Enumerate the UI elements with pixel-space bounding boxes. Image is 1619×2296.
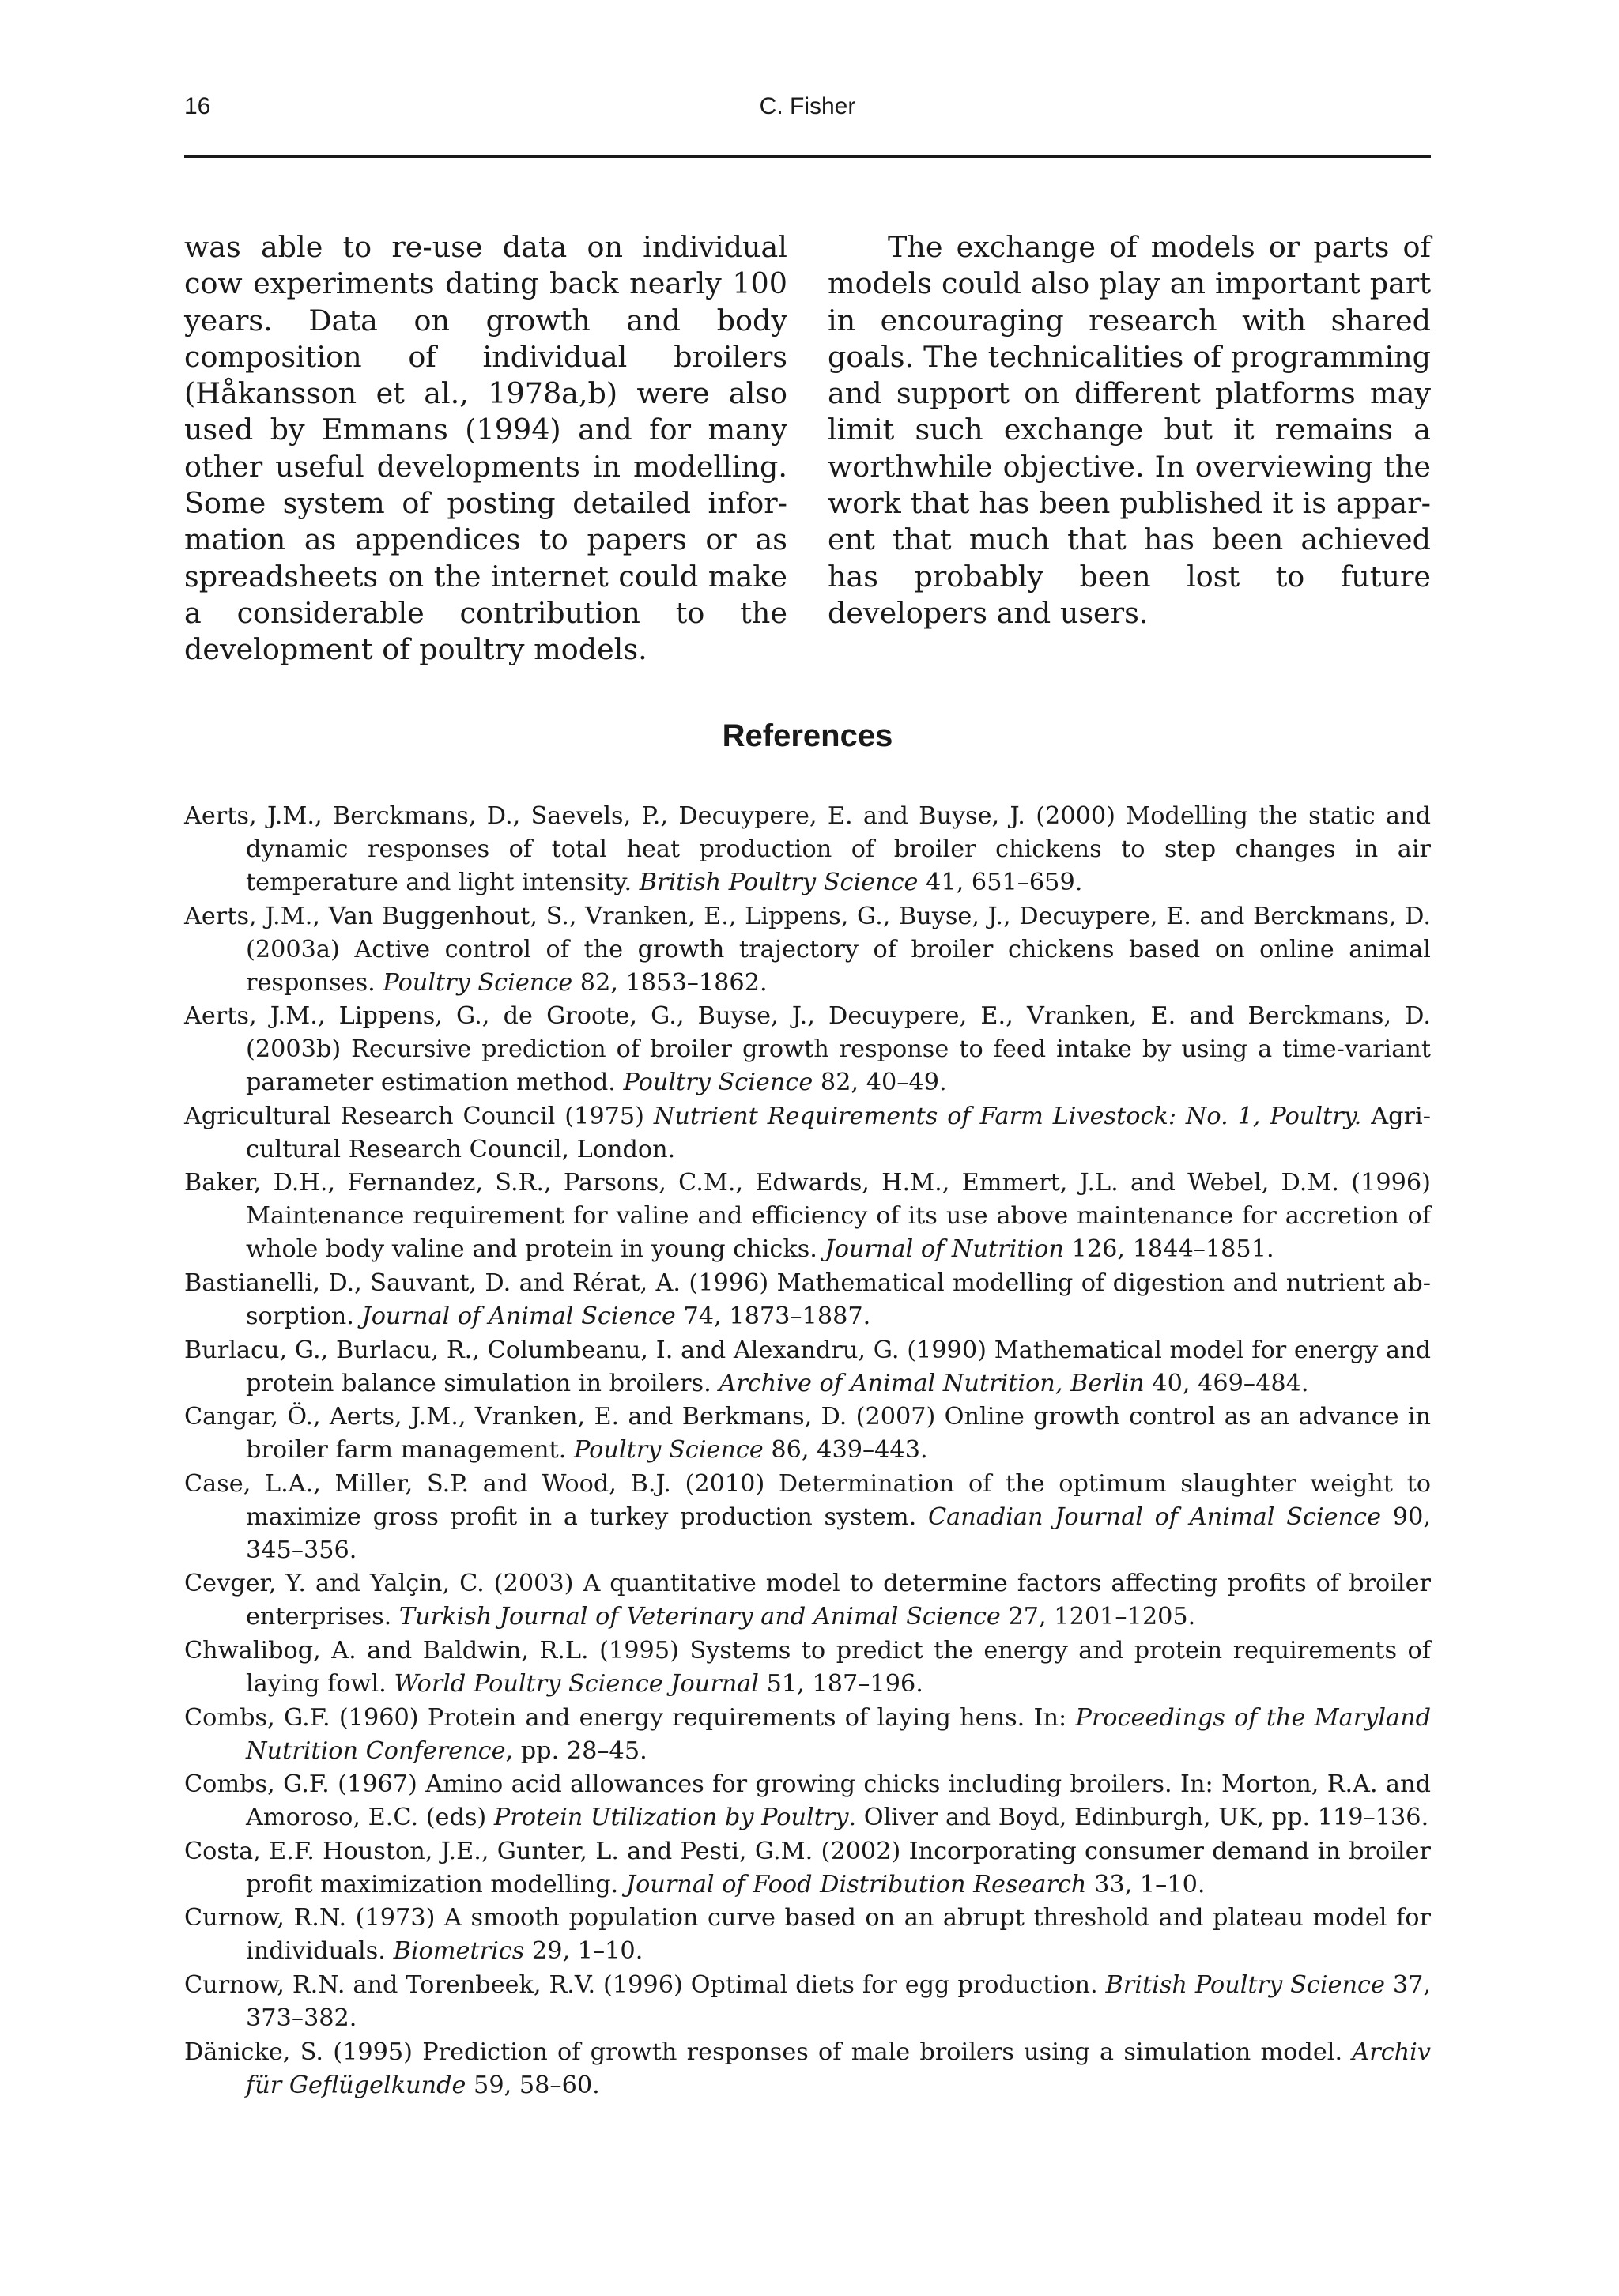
reference-text: Aerts, J.M., Lippens, G., de Groote, G., Buyse, J., Decuypere, E., Vranken, E. and Berckmans, D. (2003b) Recursive prediction of broiler growth response to feed intake by using a time-variant parameter estimation method.: [184, 1002, 1431, 1097]
reference-entry: [184, 1267, 1431, 1333]
reference-source: Turkish Journal of Veterinary and Animal Science: [398, 1603, 1001, 1631]
reference-entry: [184, 1167, 1431, 1266]
right-column: [828, 229, 1431, 631]
reference-details: 86, 439–443.: [763, 1436, 928, 1465]
page-number: 16: [184, 93, 211, 119]
reference-details: Agricultural Research Council, London.: [246, 1102, 1431, 1163]
reference-details: 41, 651–659.: [918, 869, 1083, 896]
reference-text: Aerts, J.M., Berckmans, D., Saevels, P., Decuypere, E. and Buyse, J. (2000) Modelling the static and dynamic responses of total heat production of broiler chickens to step changes in air temperature and light intensity.: [184, 802, 1431, 896]
reference-source: Archive of Animal Nutrition, Berlin: [719, 1369, 1145, 1397]
reference-details: 59, 58–60.: [466, 2071, 600, 2099]
reference-entry: [184, 1567, 1431, 1634]
reference-text: Curnow, R.N. and Torenbeek, R.V. (1996) Optimal diets for egg production.: [184, 1970, 1106, 1999]
reference-entry: [184, 1835, 1431, 1902]
reference-source: Journal of Nutrition: [825, 1235, 1064, 1264]
reference-details: 37, 373–382.: [246, 1970, 1431, 2032]
reference-source: Proceedings of the Maryland Nutrition Conference: [246, 1703, 1432, 1765]
reference-details: 33, 1–10.: [1086, 1870, 1206, 1898]
right-column-paragraph: [828, 229, 1431, 631]
running-head: [184, 93, 1431, 131]
body-text: [184, 229, 1431, 667]
reference-entry: [184, 1401, 1431, 1467]
reference-details: 82, 40–49.: [813, 1069, 947, 1097]
reference-source: Poultry Science: [623, 1069, 813, 1097]
reference-details: 82, 1853–1862.: [572, 968, 768, 997]
running-head-author: C. Fisher: [759, 93, 856, 119]
left-column: [184, 229, 787, 669]
reference-details: 40, 469–484.: [1144, 1369, 1309, 1397]
reference-details: 29, 1–10.: [524, 1937, 643, 1966]
reference-text: Cangar, Ö., Aerts, J.M., Vranken, E. and Berkmans, D. (2007) Online growth control as an advance in broiler farm management.: [184, 1403, 1431, 1465]
reference-source: British Poultry Science: [1105, 1970, 1385, 1999]
header-rule: [184, 155, 1431, 158]
reference-entry: [184, 1334, 1431, 1401]
references-heading: References: [722, 718, 893, 753]
reference-entry: [184, 1100, 1431, 1167]
reference-text: Combs, G.F. (1967) Amino acid allowances for growing chicks including broilers. In: Morton, R.A. and Amoroso, E.C. (eds): [184, 1770, 1431, 1832]
reference-entry: [184, 1768, 1431, 1834]
reference-source: Protein Utilization by Poultry: [493, 1804, 849, 1832]
reference-entry: [184, 1000, 1431, 1099]
reference-source: Poultry Science: [573, 1436, 764, 1465]
left-column-paragraph: [184, 229, 787, 669]
reference-entry: [184, 1969, 1431, 2035]
reference-entry: [184, 1702, 1431, 1768]
reference-details: . Oliver and Boyd, Edinburgh, UK, pp. 119–136.: [848, 1804, 1429, 1832]
reference-text: Chwalibog, A. and Baldwin, R.L. (1995) Systems to predict the energy and protein requirements of laying fowl.: [184, 1636, 1431, 1698]
reference-source: Journal of Animal Science: [361, 1302, 676, 1330]
reference-source: Nutrient Requirements of Farm Livestock: No. 1, Poultry.: [653, 1102, 1362, 1130]
right-column-text: The exchange of models or parts of models could also play an important part in encouraging research with shared goals. The technicalities of programming and support on different platforms may limit such exchange but it remains a worthwhile objective. In overviewing the work that has been published it is apparent that much that has been achieved has probably been lost to future developers and users.: [828, 230, 1431, 630]
reference-details: 74, 1873–1887.: [675, 1302, 871, 1330]
reference-source: Canadian Journal of Animal Science: [927, 1502, 1382, 1531]
reference-entry: [184, 1634, 1431, 1701]
reference-details: 27, 1201–1205.: [1000, 1603, 1196, 1631]
reference-text: Agricultural Research Council (1975): [184, 1102, 654, 1130]
reference-source: Biometrics: [393, 1937, 525, 1966]
reference-text: Curnow, R.N. (1973) A smooth population curve based on an abrupt threshold and plateau model for individuals.: [184, 1904, 1431, 1966]
reference-entry: [184, 1902, 1431, 1968]
reference-details: , pp. 28–45.: [505, 1736, 647, 1765]
reference-entry: [184, 2036, 1431, 2102]
reference-text: Burlacu, G., Burlacu, R., Columbeanu, I. and Alexandru, G. (1990) Mathematical model for energy and protein balance simulation in broilers.: [184, 1336, 1431, 1397]
reference-text: Combs, G.F. (1960) Protein and energy requirements of laying hens. In:: [184, 1703, 1076, 1732]
reference-text: Costa, E.F. Houston, J.E., Gunter, L. and Pesti, G.M. (2002) Incorporating consumer demand in broiler profit maximization modelling.: [184, 1837, 1431, 1898]
reference-entry: [184, 800, 1431, 899]
reference-details: 126, 1844–1851.: [1063, 1235, 1274, 1264]
reference-text: Dänicke, S. (1995) Prediction of growth responses of male broilers using a simulation model.: [184, 2038, 1353, 2066]
reference-source: Archiv für Geflügelkunde: [246, 2038, 1431, 2099]
reference-source: World Poultry Science Journal: [394, 1669, 759, 1698]
reference-text: Aerts, J.M., Van Buggenhout, S., Vranken, E., Lippens, G., Buyse, J., Decuypere, E. and Berckmans, D. (2003a) Active control of the growth trajectory of broiler chickens based on online animal responses.: [184, 902, 1431, 997]
reference-source: Poultry Science: [383, 968, 573, 997]
reference-text: Cevger, Y. and Yalçin, C. (2003) A quantitative model to determine factors affecting profits of broiler enterprises.: [184, 1570, 1431, 1631]
reference-source: British Poultry Science: [639, 869, 919, 896]
reference-entry: [184, 900, 1431, 1000]
reference-source: Journal of Food Distribution Research: [625, 1870, 1087, 1898]
reference-details: 51, 187–196.: [759, 1669, 923, 1698]
reference-text: Bastianelli, D., Sauvant, D. and Rérat, A. (1996) Mathematical modelling of digestion and nutrient absorption.: [184, 1269, 1431, 1330]
reference-details: 90, 345–356.: [246, 1502, 1431, 1564]
reference-text: Baker, D.H., Fernandez, S.R., Parsons, C.M., Edwards, H.M., Emmert, J.L. and Webel, D.M. (1996) Maintenance requirement for valine and efficiency of its use above maintenance for accretion of whole body valine and protein in young chicks.: [184, 1169, 1431, 1264]
reference-list: [184, 800, 1431, 2102]
left-column-text: was able to re-use data on individual cow experiments dating back nearly 100 years. Data on growth and body composition of individual broilers (Håkansson et al., 1978a,b) were also used by Emmans (1994) and for many other useful developments in modelling. Some system of posting detailed information as appendices to papers or as spreadsheets on the internet could make a considerable contribution to the development of poultry models.: [184, 230, 787, 667]
reference-text: Case, L.A., Miller, S.P. and Wood, B.J. (2010) Determination of the optimum slaughter weight to maximize gross profit in a turkey production system.: [184, 1469, 1431, 1531]
reference-entry: [184, 1468, 1431, 1567]
